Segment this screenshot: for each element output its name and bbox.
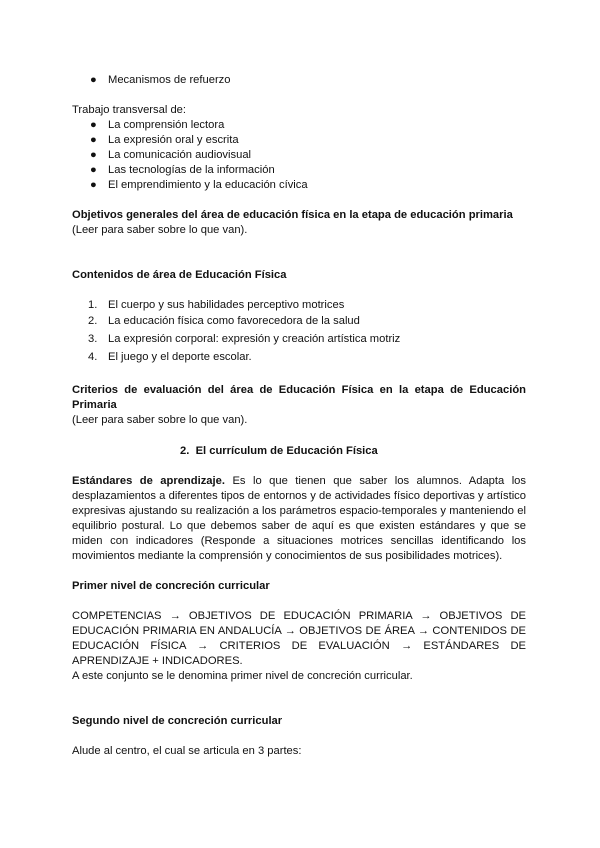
primer-nivel-line: COMPETENCIAS → OBJETIVOS DE EDUCACIÓN PRIMARIA → OBJETIVOS DE [72,610,526,622]
primer-nivel-line: EDUCACIÓN FÍSICA → CRITERIOS DE EVALUACIÓN → ESTÁNDARES DE [72,640,526,652]
estandares-line [72,474,526,489]
segundo-nivel-text: Alude al centro, el cual se articula en 3 partes: [72,745,302,757]
section-title-text: El currículum de Educación Física [195,445,378,457]
list-item: Las tecnologías de la información [108,164,275,176]
estandares-line: desplazamientos a diferentes tipos de entornos y de actividades físico deportivas y artístico [72,490,526,502]
list-item: La comunicación audiovisual [108,149,252,161]
bullet-icon: ● [90,134,97,146]
estandares-line: expresivas ajustando su realización a los parámetros espacio-temporales y manteniendo el [72,505,526,517]
criterios-heading: Criterios de evaluación del área de Educación Física en la etapa de Educación [72,384,526,396]
criterios-heading-cont: Primaria [72,399,117,411]
bullet-icon: ● [90,179,97,191]
estandares-line: movimientos mediante la comprensión y conocimientos de sus posibilidades motrices). [72,550,503,562]
primer-nivel-conclusion: A este conjunto se le denomina primer nivel de concreción curricular. [72,670,413,682]
primer-nivel-heading: Primer nivel de concreción curricular [72,580,270,592]
list-item: La comprensión lectora [108,119,225,131]
objetivos-heading: Objetivos generales del área de educación física en la etapa de educación primaria [72,209,513,221]
bullet-icon: ● [90,164,97,176]
list-number: 3. [88,333,98,345]
list-number: 4. [88,351,98,363]
list-item: La expresión oral y escrita [108,134,239,146]
list-number: 1. [88,299,98,311]
list-item: La expresión corporal: expresión y creación artística motriz [108,333,401,345]
criterios-note: (Leer para saber sobre lo que van). [72,414,248,426]
bullet-icon: ● [90,74,97,86]
estandares-line: equilibrio postural. Lo que debemos saber de aquí es que existen estándares y que se [72,520,526,532]
bullet-icon: ● [90,119,97,131]
section-title [180,444,378,459]
list-item: El emprendimiento y la educación cívica [108,179,308,191]
estandares-lead: Estándares de aprendizaje. [72,475,225,487]
list-item: El cuerpo y sus habilidades perceptivo motrices [108,299,345,311]
objetivos-note: (Leer para saber sobre lo que van). [72,224,248,236]
section-number: 2. [180,445,190,457]
list-item: Mecanismos de refuerzo [108,74,231,86]
primer-nivel-line: EDUCACIÓN PRIMARIA EN ANDALUCÍA → OBJETIVOS DE ÁREA → CONTENIDOS DE [72,625,526,637]
bullet-icon: ● [90,149,97,161]
primer-nivel-line: APRENDIZAJE + INDICADORES. [72,655,243,667]
list-number: 2. [88,315,98,327]
list-item: El juego y el deporte escolar. [108,351,252,363]
segundo-nivel-heading: Segundo nivel de concreción curricular [72,715,283,727]
estandares-line: miden con indicadores (Responde a situaciones motrices sencillas identificando los [72,535,526,547]
contenidos-heading: Contenidos de área de Educación Física [72,269,287,281]
transversal-heading: Trabajo transversal de: [72,104,186,116]
list-item: La educación física como favorecedora de la salud [108,315,360,327]
estandares-text: Es lo que tienen que saber los alumnos. Adapta los [232,475,526,487]
